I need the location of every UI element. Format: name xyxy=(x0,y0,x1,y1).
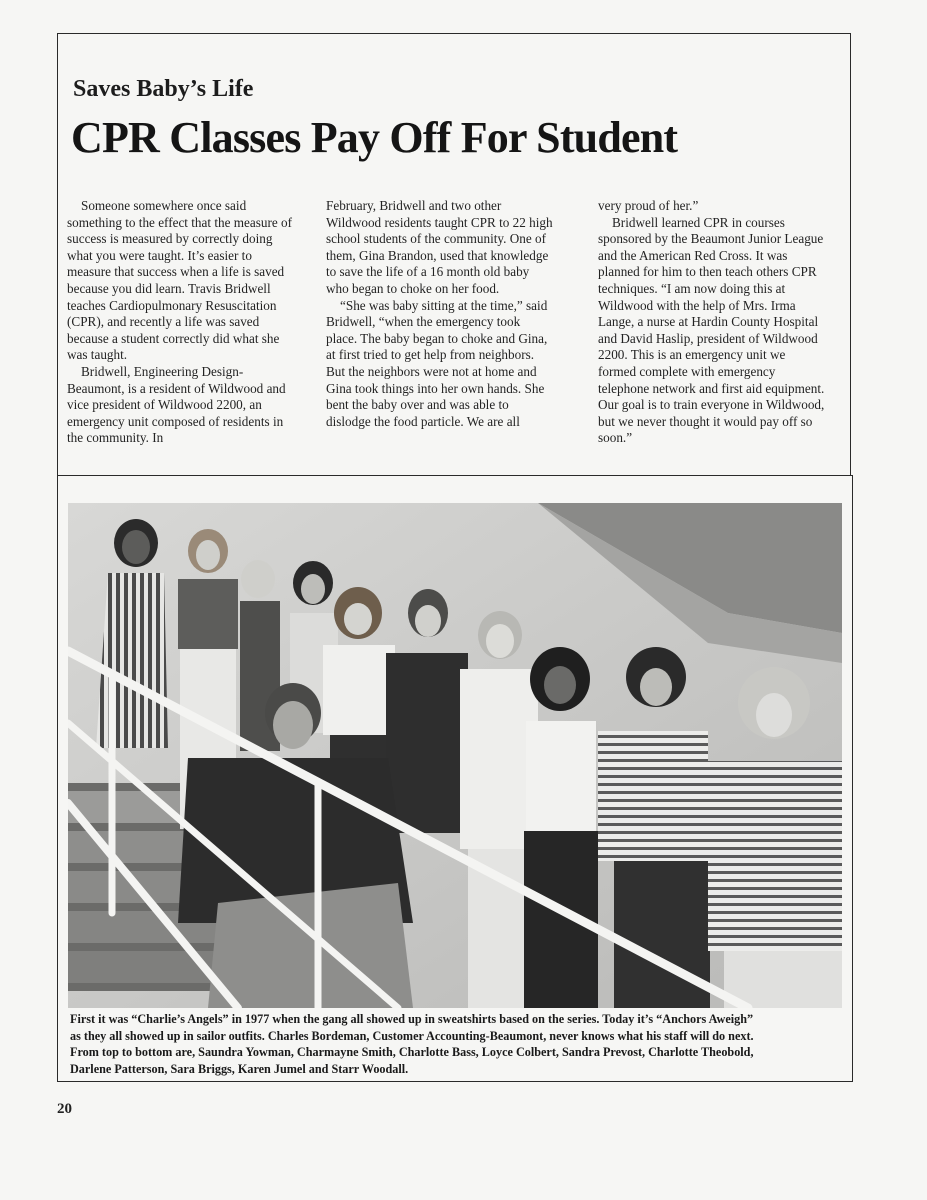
paragraph: February, Bridwell and two other Wildwood residents taught CPR to 22 high school students of the community. One of them, Gina Brandon, used that knowledge to save the life of a 16 month old baby who began to choke on her food. xyxy=(326,198,553,296)
photo-caption xyxy=(70,1011,842,1077)
paragraph: Someone somewhere once said something to the effect that the measure of success is measured by correctly doing what you were taught. It’s easier to measure that success when a life is saved because you did learn. Travis Bridwell teaches Cardiopulmonary Resuscitation (CPR), and recently a life was saved because a student correctly did what she was taught. xyxy=(67,198,292,363)
paragraph: very proud of her.” xyxy=(598,198,699,213)
article-column-3 xyxy=(598,198,826,447)
article xyxy=(57,33,851,475)
page-number: 20 xyxy=(57,1101,72,1117)
paragraph: “She was baby sitting at the time,” said Bridwell, “when the emergency took place. The baby began to choke and Gina, at first tried to get help from neighbors. But the neighbors were not at home and Gina took things into her own hands. She bent the baby over and was able to dislodge the food particle. We are all xyxy=(326,297,548,429)
paragraph: Bridwell, Engineering Design-Beaumont, is a resident of Wildwood and vice president of Wildwood 2200, an emergency unit composed of residents in the community. In xyxy=(67,363,286,446)
headline: CPR Classes Pay Off For Student xyxy=(71,113,678,162)
caption-line: First it was “Charlie’s Angels” in 1977 when the gang all showed up in sweatshirts based on the series. Today it’s “Anchors Aweigh” xyxy=(70,1012,754,1026)
kicker: Saves Baby’s Life xyxy=(73,76,254,102)
group-photo-illustration xyxy=(68,503,842,1008)
paragraph: Bridwell learned CPR in courses sponsored by the Beaumont Junior League and the American Red Cross. It was planned for him to then teach others CPR techniques. “I am now doing this at Wildwood with the help of Mrs. Irma Lange, a nurse at Hardin County Hospital and David Haslip, president of Wildwood 2200. This is an emergency unit we formed complete with emergency telephone network and first aid equipment. Our goal is to train everyone in Wildwood, but we never thought it would pay off so soon.” xyxy=(598,214,825,446)
caption-line: as they all showed up in sailor outfits. Charles Bordeman, Customer Accounting-Beaumont, never knows what his staff will do next. xyxy=(70,1028,754,1043)
caption-line: From top to bottom are, Saundra Yowman, Charmayne Smith, Charlotte Bass, Loyce Colbert, Sandra Prevost, Charlotte Theobold, xyxy=(70,1045,754,1060)
group-photo xyxy=(68,503,842,1008)
caption-line: Darlene Patterson, Sara Briggs, Karen Jumel and Starr Woodall. xyxy=(70,1061,409,1076)
article-column-1 xyxy=(67,198,295,447)
article-column-2 xyxy=(326,198,554,430)
photo-section xyxy=(57,475,853,1082)
